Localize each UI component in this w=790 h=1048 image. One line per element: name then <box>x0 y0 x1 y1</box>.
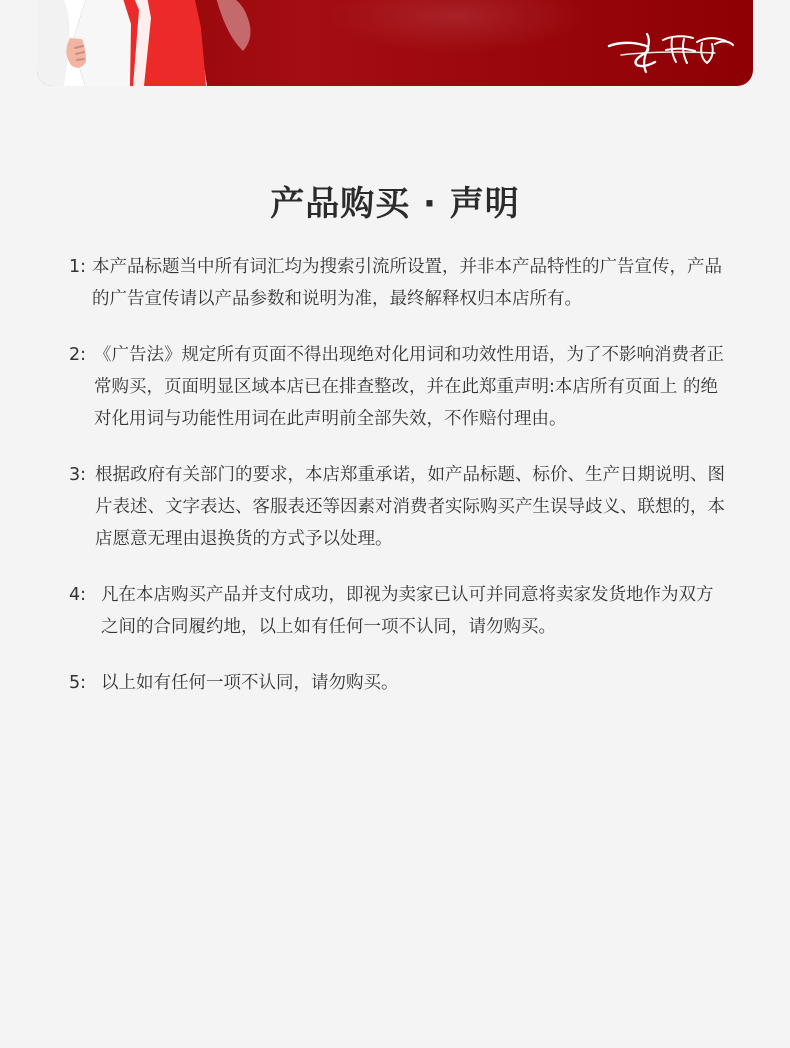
notice-item <box>69 459 729 555</box>
item-number: 2: <box>69 345 87 365</box>
notice-list <box>69 251 729 723</box>
notice-item <box>69 667 729 699</box>
notice-item <box>69 579 729 643</box>
item-number: 5: <box>69 673 87 693</box>
item-number: 1: <box>69 257 87 277</box>
banner-light <box>317 0 597 56</box>
page-title: 产品购买 · 声明 <box>270 184 520 224</box>
item-text: 本产品标题当中所有词汇均为搜索引流所设置，并非本产品特性的广告宣传，产品的广告宣传请以产品参数和说明为准，最终解释权归本店所有。 <box>92 257 722 309</box>
item-number: 3: <box>69 465 87 485</box>
item-text: 根据政府有关部门的要求，本店郑重承诺，如产品标题、标价、生产日期说明、图片表述、文字表达、客服表还等因素对消费者实际购买产生误导歧义、联想的，本店愿意无理由退换货的方式予以处理。 <box>95 465 725 549</box>
item-text: 《广告法》规定所有页面不得出现绝对化用词和功效性用语，为了不影响消费者正常购买，页面明显区域本店已在排查整改，并在此郑重声明:本店所有页面上 的绝对化用词与功能性用词在此声明前全部失效，不作赔付理由。 <box>94 345 724 429</box>
person-image <box>37 0 257 86</box>
notice-item <box>69 339 729 435</box>
item-text: 以上如有任何一项不认同，请勿购买。 <box>101 673 399 693</box>
signature-image <box>603 24 735 76</box>
notice-item <box>69 251 729 315</box>
top-banner <box>37 0 753 86</box>
item-text: 凡在本店购买产品并支付成功，即视为卖家已认可并同意将卖家发货地作为双方之间的合同履约地，以上如有任何一项不认同，请勿购买。 <box>101 585 714 637</box>
item-number: 4: <box>69 585 87 605</box>
